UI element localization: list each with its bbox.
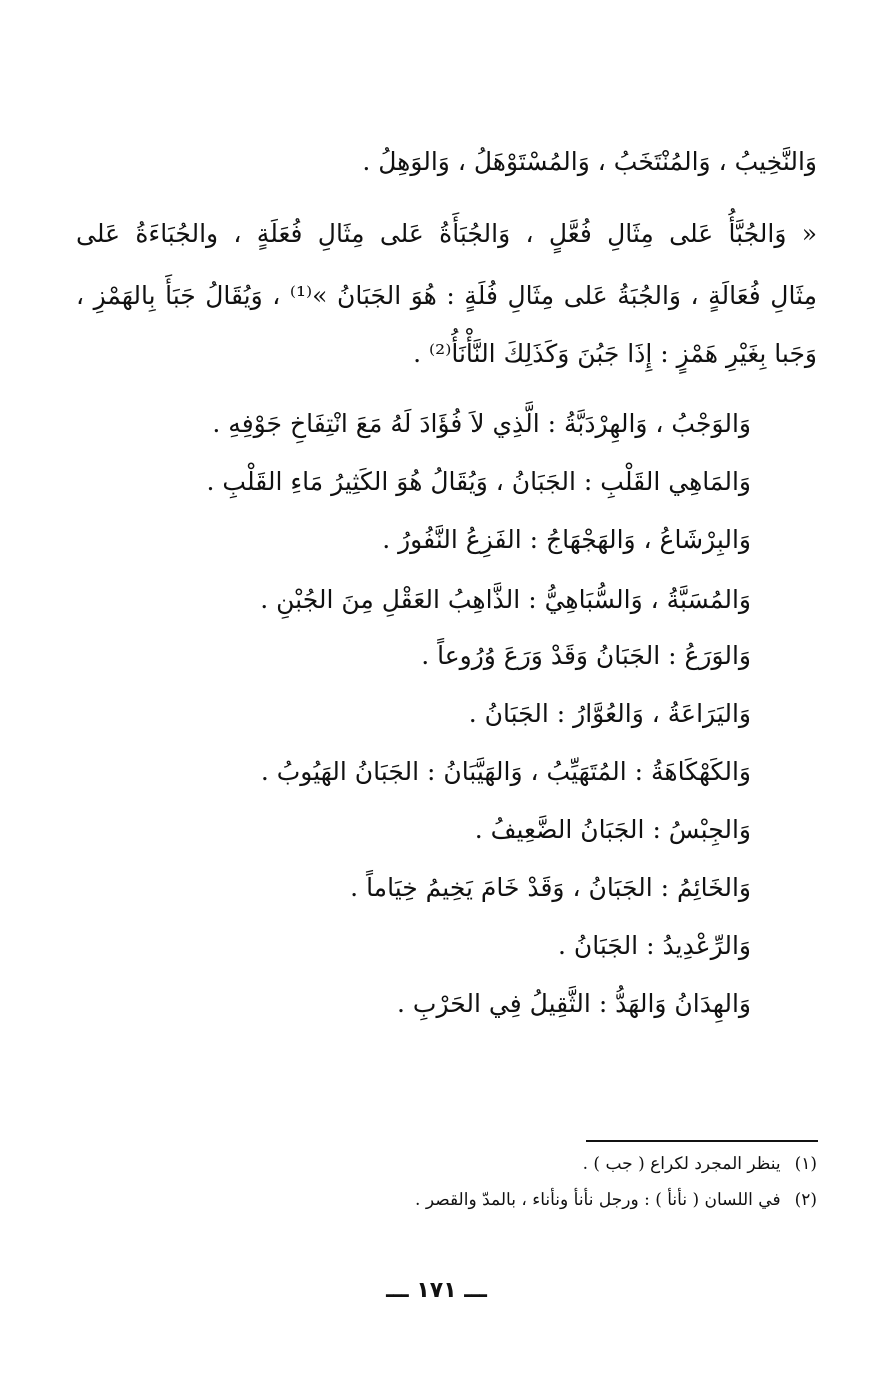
text-line-1: وَالنَّخِيبُ ، وَالمُنْتَخَبُ ، وَالمُسْتَوْهَلُ ، وَالوَهِلُ . xyxy=(362,147,817,176)
text-line-6: وَالمَاهِي القَلْبِ : الجَبَانُ ، وَيُقَالُ هُوَ الكَثِيرُ مَاءِ القَلْبِ . xyxy=(206,467,751,496)
text-line-11: وَالكَهْكَاهَةُ : المُتَهَيِّبُ ، وَالهَيَّبَانُ : الجَبَانُ الهَيُوبُ . xyxy=(260,757,751,786)
text-line-13: وَالخَائِمُ : الجَبَانُ ، وَقَدْ خَامَ يَخِيمُ خِيَاماً . xyxy=(350,873,751,902)
text-line-2: « وَالجُبَّأُ عَلى مِثَالِ فُعَّلٍ ، وَالجُبَأَةُ عَلى مِثَالِ فُعَلَةٍ ، والجُبَاءَةُ عَلى xyxy=(76,219,817,248)
page-number: ـــ ١٧١ ـــ xyxy=(386,1278,487,1303)
footnote-1-text: ينظر المجرد لكراع ( جب ) . xyxy=(582,1154,781,1174)
text-line-9: وَالوَرَعُ : الجَبَانُ وَقَدْ وَرَعَ وُرُوعاً . xyxy=(421,641,751,670)
footnote-1-number: (١) xyxy=(794,1154,817,1174)
text-line-15: وَالهِدَانُ وَالهَدُّ : الثَّقِيلُ فِي الحَرْبِ . xyxy=(397,989,751,1018)
text-line-14: وَالرِّعْدِيدُ : الجَبَانُ . xyxy=(558,931,751,960)
footnote-divider xyxy=(586,1140,818,1142)
footnote-2-number: (٢) xyxy=(794,1190,817,1210)
text-line-4: وَجَبا بِغَيْرِ هَمْزٍ : إِذَا جَبُنَ وَكَذَلِكَ النَّأْنَأُ⁽²⁾ . xyxy=(413,339,817,368)
footnote-2 xyxy=(415,1188,817,1212)
text-line-12: وَالجِبْسُ : الجَبَانُ الضَّعِيفُ . xyxy=(474,815,751,844)
text-line-8: وَالمُسَبَّةُ ، وَالسُّبَاهِيُّ : الذَّاهِبُ العَقْلِ مِنَ الجُبْنِ . xyxy=(260,585,751,614)
text-line-7: وَالبِرْشَاعُ ، وَالهَجْهَاجُ : الفَزِعُ النَّفُورُ . xyxy=(382,525,751,554)
footnote-1 xyxy=(583,1152,817,1176)
text-line-5: وَالوَجْبُ ، وَالهِرْدَبَّةُ : الَّذِي لاَ فُؤَادَ لَهُ مَعَ انْتِفَاخِ جَوْفِهِ . xyxy=(212,409,751,438)
text-line-3: مِثَالِ فُعَالَةٍ ، وَالجُبَةُ عَلى مِثَالِ فُلَةٍ : هُوَ الجَبَانُ »⁽¹⁾ ، وَيُقَالُ جَبَأَ بِالهَمْزِ ، xyxy=(76,281,817,310)
footnote-2-text: في اللسان ( نأنأ ) : ورجل نأنأ ونأناء ، بالمدّ والقصر . xyxy=(415,1190,781,1210)
text-line-10: وَاليَرَاعَةُ ، وَالعُوَّارُ : الجَبَانُ . xyxy=(468,699,751,728)
